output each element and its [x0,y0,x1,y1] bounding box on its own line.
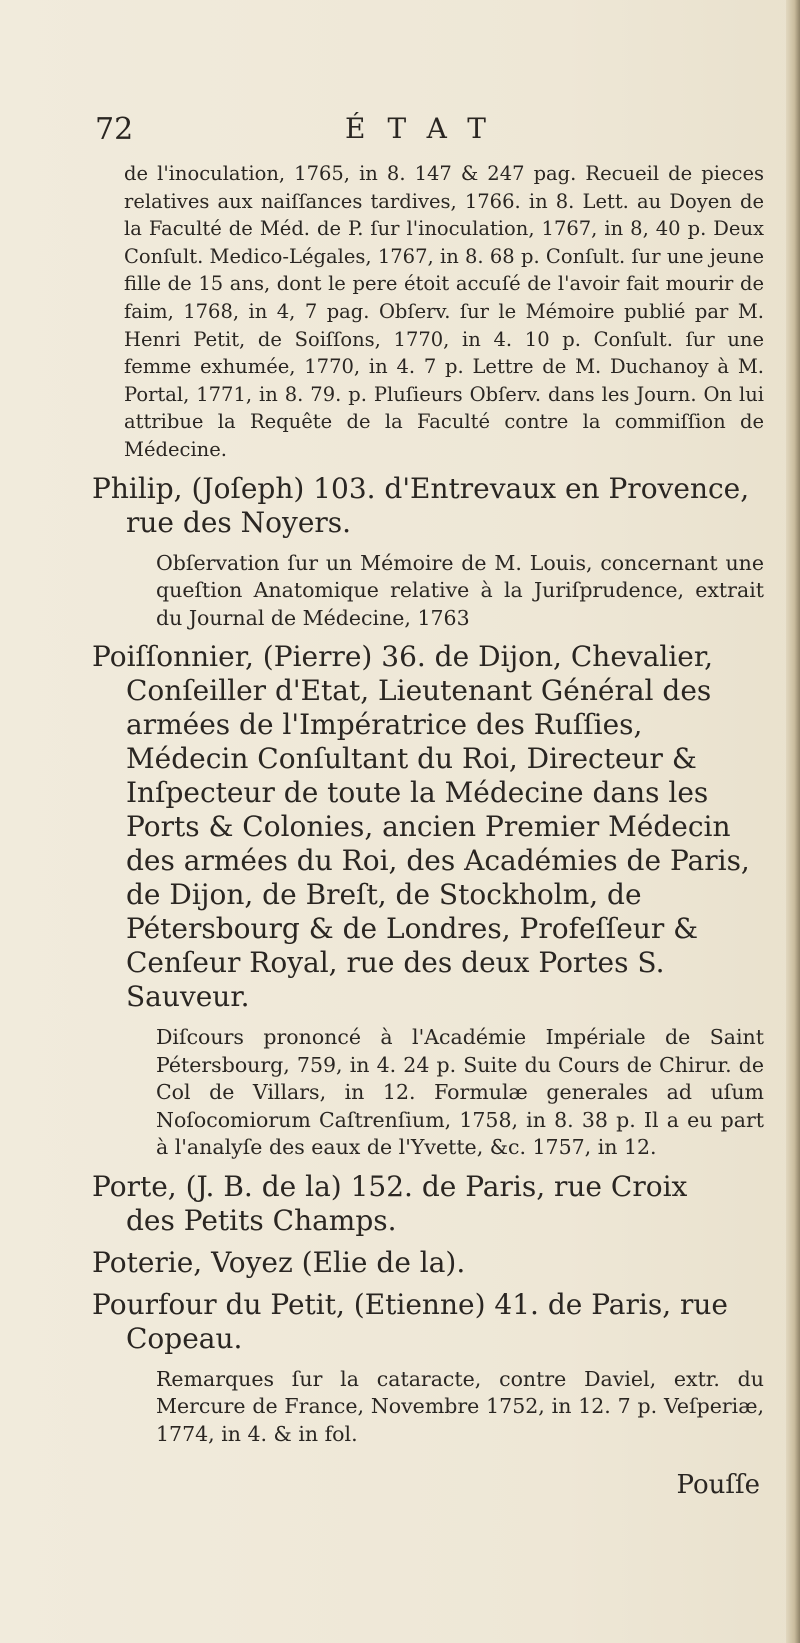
entry-philip [92,472,764,540]
entry-pourfour [92,1288,764,1356]
entry-poissonnier [92,640,764,1014]
entry-heading: Pourfour du Petit, (Etienne) 41. de Paris, rue [92,1287,728,1321]
catchword: Pouſſe [676,1470,760,1500]
entry-heading: Porte, (J. B. de la) 152. de Paris, rue Croix [92,1169,688,1203]
entry-heading-continued: rue des Noyers. [126,505,352,539]
entry-heading-continued: des Petits Champs. [126,1203,397,1237]
entry-heading-continued: Copeau. [126,1321,243,1355]
page-number: 72 [95,112,134,147]
entry-heading: Poiſſonnier, (Pierre) 36. de Dijon, Chevalier, [92,640,714,674]
page-body [92,160,764,1448]
entry-works: Remarques ſur la cataracte, contre Daviel, extr. du Mercure de France, Novembre 1752, in 12. 7 p. Veſperiæ, 1774, in 4. & in fol. [156,1366,764,1446]
entry-poterie [92,1246,764,1280]
entry-heading: Poterie, Voyez (Elie de la). [92,1245,466,1279]
entry-heading: Philip, (Joſeph) 103. d'Entrevaux en Provence, [92,471,750,505]
entry-porte [92,1170,764,1238]
entry-heading-continued: Conſeiller d'Etat, Lieutenant Général des armées de l'Impératrice des Ruſſies, Médecin Conſultant du Roi, Directeur & Inſpecteur de toute la Médecine dans les Ports & Colonies, ancien Premier Médecin des armées du Roi, des Académies de Paris, de Dijon, de Breſt, de Stockholm, de Pétersbourg & de Londres, Profeſſeur & Cenſeur Royal, rue des deux Portes S. Sauveur. [126,674,750,1014]
page-edge [786,0,800,1643]
continued-works-paragraph: de l'inoculation, 1765, in 8. 147 & 247 pag. Recueil de pieces relatives aux naiſſances tardives, 1766. in 8. Lett. au Doyen de la Faculté de Méd. de P. ſur l'inoculation, 1767, in 8, 40 p. Deux Conſult. Medico-Légales, 1767, in 8. 68 p. Conſult. ſur une jeune fille de 15 ans, dont le pere étoit accuſé de l'avoir fait mourir de faim, 1768, in 4, 7 pag. Obſerv. ſur le Mémoire publié par M. Henri Petit, de Soiſſons, 1770, in 4. 10 p. Conſult. ſur une femme exhumée, 1770, in 4. 7 p. Lettre de M. Duchanoy à M. Portal, 1771, in 8. 79. p. Pluſieurs Obſerv. dans les Journ. On lui attribue la Requête de la Faculté contre la commiſſion de Médecine. [124,162,764,461]
running-header [95,112,735,152]
entry-works: Diſcours prononcé à l'Académie Impériale de Saint Pétersbourg, 759, in 4. 24 p. Suite du Cours de Chirur. de Col de Villars, in 12. Formulæ generales ad uſum Noſocomiorum Caſtrenſium, 1758, in 8. 38 p. Il a eu part à l'analyſe des eaux de l'Yvette, &c. 1757, in 12. [156,1025,764,1160]
entry-works: Obſervation ſur un Mémoire de M. Louis, concernant une queſtion Anatomique relative à la Juriſprudence, extrait du Journal de Médecine, 1763 [156,550,764,630]
running-title: ÉTAT [345,112,508,145]
